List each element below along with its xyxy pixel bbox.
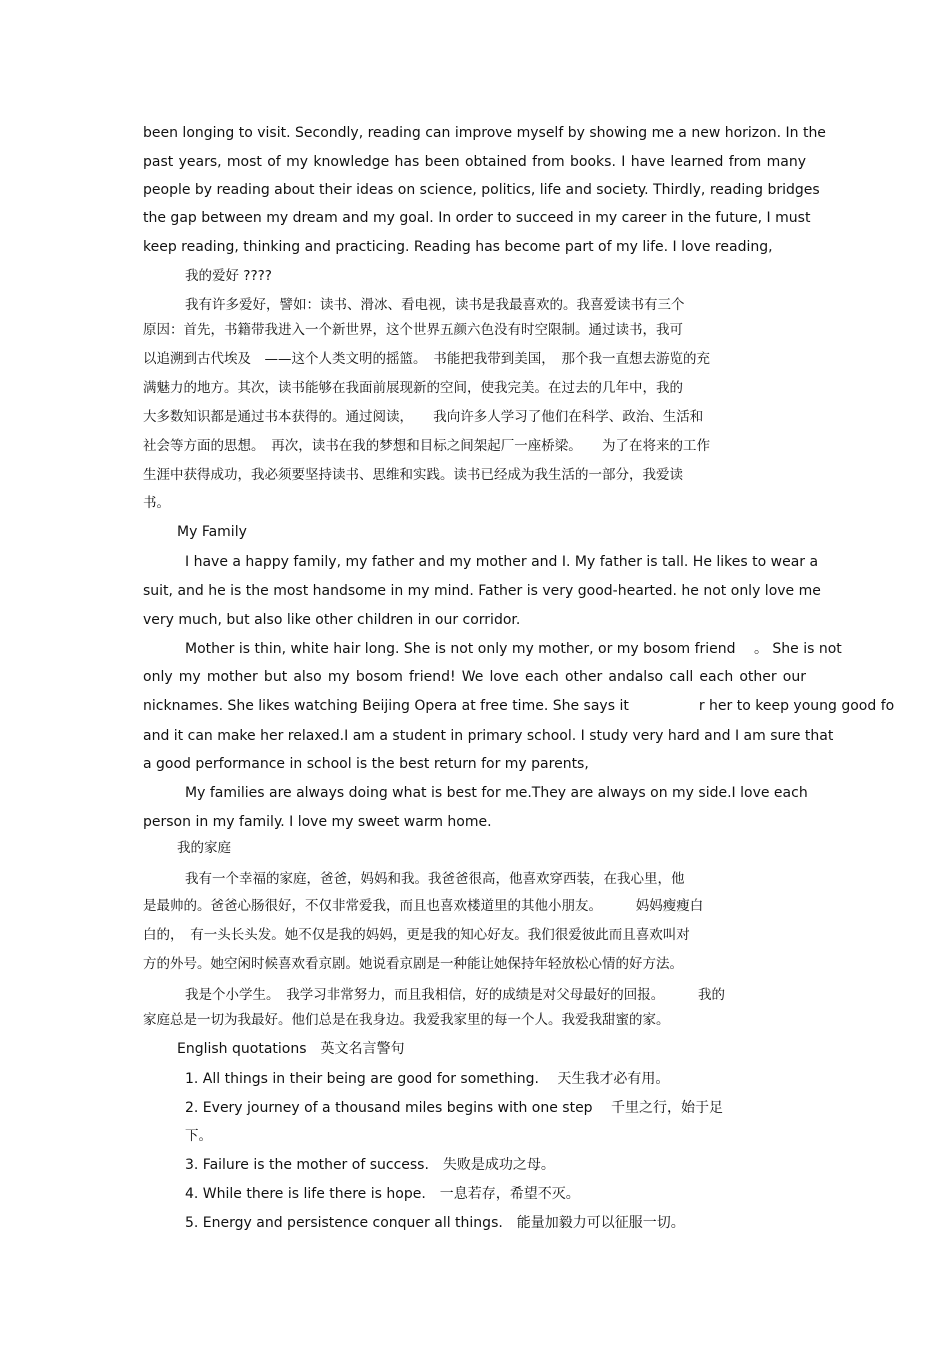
- quotations-title: English quotations 英文名言警句: [177, 1041, 405, 1057]
- reading-cn-line: 以追溯到古代埃及 ——这个人类文明的摇篮。 书能把我带到美国， 那个我一直想去游览的充: [143, 351, 710, 367]
- family-en-line: My families are always doing what is best for me.They are always on my side.I love each: [185, 785, 808, 801]
- reading-cn-line: 我有许多爱好，譬如：读书、滑冰、看电视，读书是我最喜欢的。我喜爱读书有三个: [185, 297, 685, 313]
- reading-en-line: keep reading, thinking and practicing. Reading has become part of my life. I love reading,: [143, 239, 773, 255]
- family-en-line: Mother is thin, white hair long. She is not only my mother, or my bosom friend 。 She is not: [185, 641, 842, 657]
- family-en-line: nicknames. She likes watching Beijing Opera at free time. She says it r her to keep young good fo: [143, 698, 895, 714]
- family-en-line: only my mother but also my bosom friend! We love each other andalso call each other our: [143, 669, 806, 685]
- family-en-line: very much, but also like other children in our corridor.: [143, 612, 521, 628]
- quotation-item: 2. Every journey of a thousand miles begins with one step 千里之行，始于足: [185, 1100, 724, 1116]
- quotation-item: 5. Energy and persistence conquer all things. 能量加毅力可以征服一切。: [185, 1215, 685, 1231]
- reading-cn-line: 书。: [143, 495, 170, 511]
- family-en-line: person in my family. I love my sweet warm home.: [143, 814, 492, 830]
- family-cn-line: 我有一个幸福的家庭，爸爸，妈妈和我。我爸爸很高，他喜欢穿西装，在我心里，他: [185, 871, 685, 887]
- family-en-line: and it can make her relaxed.I am a student in primary school. I study very hard and I am sure that: [143, 728, 834, 744]
- reading-cn-line: 大多数知识都是通过书本获得的。通过阅读， 我向许多人学习了他们在科学、政治、生活和: [143, 409, 704, 425]
- reading-cn-title: 我的爱好 ????: [185, 268, 272, 284]
- reading-en-line: past years, most of my knowledge has been obtained from books. I have learned from many: [143, 154, 806, 170]
- family-en-line: I have a happy family, my father and my mother and I. My father is tall. He likes to wear a: [185, 554, 819, 570]
- reading-en-line: been longing to visit. Secondly, reading can improve myself by showing me a new horizon. In the: [143, 125, 826, 141]
- family-cn-line: 白的， 有一头长头发。她不仅是我的妈妈，更是我的知心好友。我们很爱彼此而且喜欢叫对: [143, 927, 690, 943]
- family-cn-line: 家庭总是一切为我最好。他们总是在我身边。我爱我家里的每一个人。我爱我甜蜜的家。: [143, 1012, 670, 1028]
- family-en-line: a good performance in school is the best return for my parents,: [143, 756, 589, 772]
- quotation-item: 下。: [185, 1128, 212, 1144]
- reading-cn-line: 生涯中获得成功，我必须要坚持读书、思维和实践。读书已经成为我生活的一部分，我爱读: [143, 467, 683, 483]
- reading-cn-line: 原因：首先，书籍带我进入一个新世界，这个世界五颜六色没有时空限制。通过读书，我可: [143, 322, 683, 338]
- family-cn-line: 我是个小学生。 我学习非常努力，而且我相信，好的成绩是对父母最好的回报。 我的: [185, 987, 725, 1003]
- family-en-line: suit, and he is the most handsome in my mind. Father is very good-hearted. he not only love me: [143, 583, 821, 599]
- family-cn-line: 方的外号。她空闲时候喜欢看京剧。她说看京剧是一种能让她保持年轻放松心情的好方法。: [143, 956, 683, 972]
- reading-cn-line: 满魅力的地方。其次，读书能够在我面前展现新的空间，使我完美。在过去的几年中，我的: [143, 380, 683, 396]
- reading-en-line: people by reading about their ideas on science, politics, life and society. Thirdly, reading bridges: [143, 182, 820, 198]
- quotation-item: 1. All things in their being are good for something. 天生我才必有用。: [185, 1071, 670, 1087]
- reading-en-line: the gap between my dream and my goal. In order to succeed in my career in the future, I must: [143, 210, 811, 226]
- family-cn-title: 我的家庭: [177, 840, 231, 856]
- quotation-item: 3. Failure is the mother of success. 失败是成功之母。: [185, 1157, 555, 1173]
- reading-cn-line: 社会等方面的思想。 再次，读书在我的梦想和目标之间架起厂一座桥梁。 为了在将来的工作: [143, 438, 710, 454]
- quotation-item: 4. While there is life there is hope. 一息若存，希望不灭。: [185, 1186, 580, 1202]
- family-en-title: My Family: [177, 524, 247, 540]
- family-cn-line: 是最帅的。爸爸心肠很好，不仅非常爱我，而且也喜欢楼道里的其他小朋友。 妈妈瘦瘦白: [143, 898, 704, 914]
